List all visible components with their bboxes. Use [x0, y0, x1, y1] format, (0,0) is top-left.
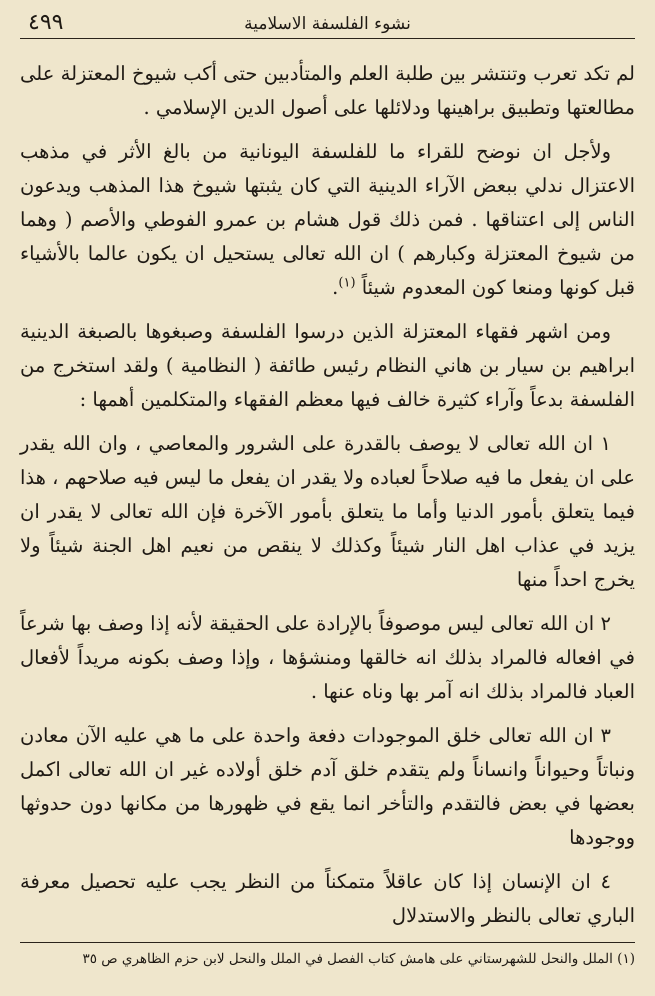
page-number: ٤٩٩	[28, 10, 64, 35]
paragraph-2-text: ولأجل ان نوضح للقراء ما للفلسفة اليونانية من بالغ الأثر في مذهب الاعتزال ندلي ببعض الآراء الدينية التي كان يثبتها شيوخ هذا المذهب ويدعون الناس إلى اعتناقها . فمن ذلك قول هشام بن عمرو الفوطي والأصم ( وهما من شيوخ المعتزلة وكبارهم ) ان الله تعالى يستحيل ان يكون عالما بالأشياء قبل كونها ومنعا كون المعدوم شيئاً	[20, 140, 635, 299]
paragraph-1: لم تكد تعرب وتنتشر بين طلبة العلم والمتأدبين حتى أكب شيوخ المعتزلة على مطالعتها وتطبيق براهينها ودلائلها على أصول الدين الإسلامي .	[20, 62, 635, 119]
footnote: (١) الملل والنحل للشهرستاني على هامش كتاب الفصل في الملل والنحل لابن حزم الظاهري ص ٣٥	[20, 942, 635, 969]
main-text	[20, 57, 635, 933]
list-item-4: ٤ ان الإنسان إذا كان عاقلاً متمكناً من النظر يجب عليه تحصيل معرفة الباري تعالى بالنظر والاستدلال	[20, 870, 635, 927]
paragraph-2: ولأجل ان نوضح للقراء ما للفلسفة اليونانية من بالغ الأثر في مذهب الاعتزال ندلي ببعض الآراء الدينية التي كان يثبتها شيوخ هذا المذهب ويدعون الناس إلى اعتناقها . فمن ذلك قول هشام بن عمرو الفوطي والأصم ( وهما من شيوخ المعتزلة وكبارهم ) ان الله تعالى يستحيل ان يكون عالما بالأشياء قبل كونها ومنعا كون المعدوم شيئاً $^{(١)}$.	[20, 140, 635, 299]
header-title: نشوء الفلسفة الاسلامية	[244, 14, 411, 34]
list-item-3: ٣ ان الله تعالى خلق الموجودات دفعة واحدة على ما هي عليه الآن معادن ونباتاً وحيواناً وانساناً ولم يتقدم خلق آدم خلق أولاده غير ان الله تعالى اكمل بعضها في بعض فالتقدم والتأخر انما يقع في ظهورها من مكانها دون حدوثها ووجودها	[20, 724, 635, 849]
paragraph-3: ومن اشهر فقهاء المعتزلة الذين درسوا الفلسفة وصبغوها بالصبغة الدينية ابراهيم بن سيار بن هاني النظام رئيس طائفة ( النظامية ) ولقد استخرج من الفلسفة بدعاً وآراء كثيرة خالف فيها معظم الفقهاء والمتكلمين أهمها :	[20, 320, 635, 411]
footnote-reference: (١)	[338, 275, 356, 291]
list-item-2: ٢ ان الله تعالى ليس موصوفاً بالإرادة على الحقيقة لأنه إذا وصف بها شرعاً في افعاله فالمراد بذلك انه خالقها ومنشؤها ، وإذا وصف بكونه مريداً لأفعال العباد فالمراد بذلك انه آمر بها وناه عنها .	[20, 612, 635, 703]
running-header	[20, 10, 635, 39]
list-item-1: ١ ان الله تعالى لا يوصف بالقدرة على الشرور والمعاصي ، وان الله يقدر على ان يفعل ما فيه صلاحاً لعباده ولا يقدر ان يفعل ما ليس فيه صلاحهم ، هذا فيما يتعلق بأمور الدنيا وأما ما يتعلق بأمور الآخرة فإن الله تعالى لا يقدر ان يزيد في عذاب اهل النار شيئاً وكذلك لا ينقص من نعيم اهل الجنة شيئاً ولا يخرج احداً منها	[20, 432, 635, 591]
